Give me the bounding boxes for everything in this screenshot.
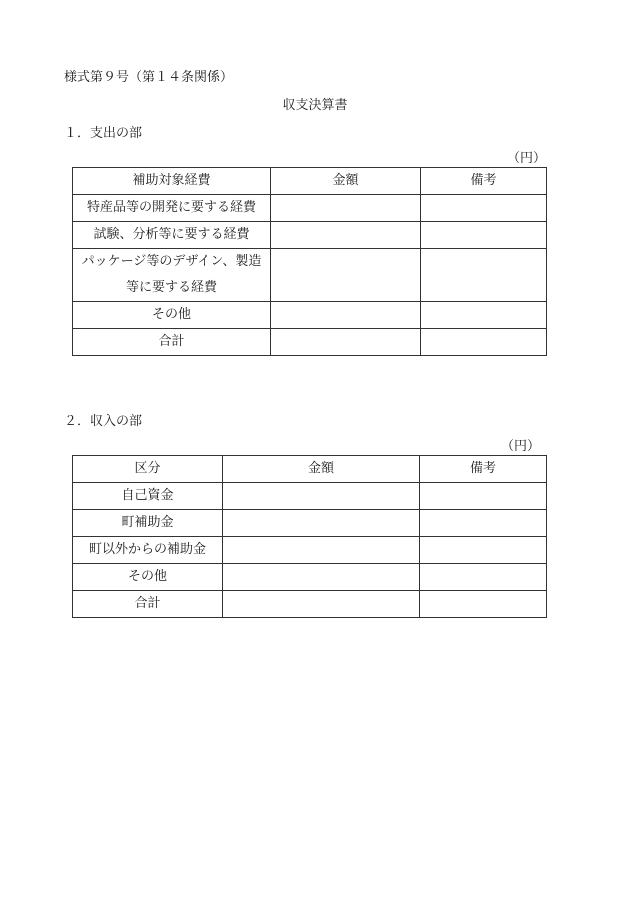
amount-cell[interactable] — [271, 195, 421, 222]
amount-cell[interactable] — [223, 537, 420, 564]
row-label: その他 — [73, 564, 223, 591]
total-row — [73, 591, 547, 618]
column-header-remarks: 備考 — [420, 456, 547, 483]
expenditure-section-title: １．支出の部 — [64, 126, 143, 141]
table-row — [73, 483, 547, 510]
column-header-amount: 金額 — [223, 456, 420, 483]
table-row — [73, 249, 547, 302]
remarks-cell[interactable] — [420, 483, 547, 510]
amount-cell[interactable] — [271, 329, 421, 356]
table-row — [73, 510, 547, 537]
row-label: 試験、分析等に要する経費 — [73, 222, 271, 249]
remarks-cell[interactable] — [420, 564, 547, 591]
remarks-cell[interactable] — [421, 222, 547, 249]
remarks-cell[interactable] — [421, 302, 547, 329]
row-label: 町以外からの補助金 — [73, 537, 223, 564]
remarks-cell[interactable] — [420, 537, 547, 564]
total-row — [73, 329, 547, 356]
table-row — [73, 222, 547, 249]
table-row — [73, 195, 547, 222]
row-label: パッケージ等のデザイン、製造等に要する経費 — [73, 249, 271, 302]
remarks-cell[interactable] — [421, 195, 547, 222]
row-label: 合計 — [73, 591, 223, 618]
amount-cell[interactable] — [271, 222, 421, 249]
income-table — [72, 455, 547, 618]
amount-cell[interactable] — [271, 302, 421, 329]
row-label: 自己資金 — [73, 483, 223, 510]
income-unit-label: （円） — [500, 439, 540, 454]
form-number-label: 様式第９号（第１４条関係） — [64, 70, 234, 85]
column-header-category: 区分 — [73, 456, 223, 483]
income-header-row — [73, 456, 547, 483]
column-header-remarks: 備考 — [421, 168, 547, 195]
amount-cell[interactable] — [223, 483, 420, 510]
expenditure-unit-label: （円） — [506, 151, 546, 166]
column-header-amount: 金額 — [271, 168, 421, 195]
row-label: 特産品等の開発に要する経費 — [73, 195, 271, 222]
income-section-title: ２．収入の部 — [64, 414, 143, 429]
table-row — [73, 537, 547, 564]
remarks-cell[interactable] — [420, 510, 547, 537]
remarks-cell[interactable] — [421, 329, 547, 356]
amount-cell[interactable] — [271, 249, 421, 302]
amount-cell[interactable] — [223, 510, 420, 537]
row-label: その他 — [73, 302, 271, 329]
expenditure-header-row — [73, 168, 547, 195]
document-title: 収支決算書 — [282, 98, 348, 113]
amount-cell[interactable] — [223, 564, 420, 591]
amount-cell[interactable] — [223, 591, 420, 618]
expenditure-table — [72, 167, 547, 356]
remarks-cell[interactable] — [420, 591, 547, 618]
column-header-expense-category: 補助対象経費 — [73, 168, 271, 195]
row-label: 合計 — [73, 329, 271, 356]
table-row — [73, 302, 547, 329]
row-label: 町補助金 — [73, 510, 223, 537]
remarks-cell[interactable] — [421, 249, 547, 302]
table-row — [73, 564, 547, 591]
